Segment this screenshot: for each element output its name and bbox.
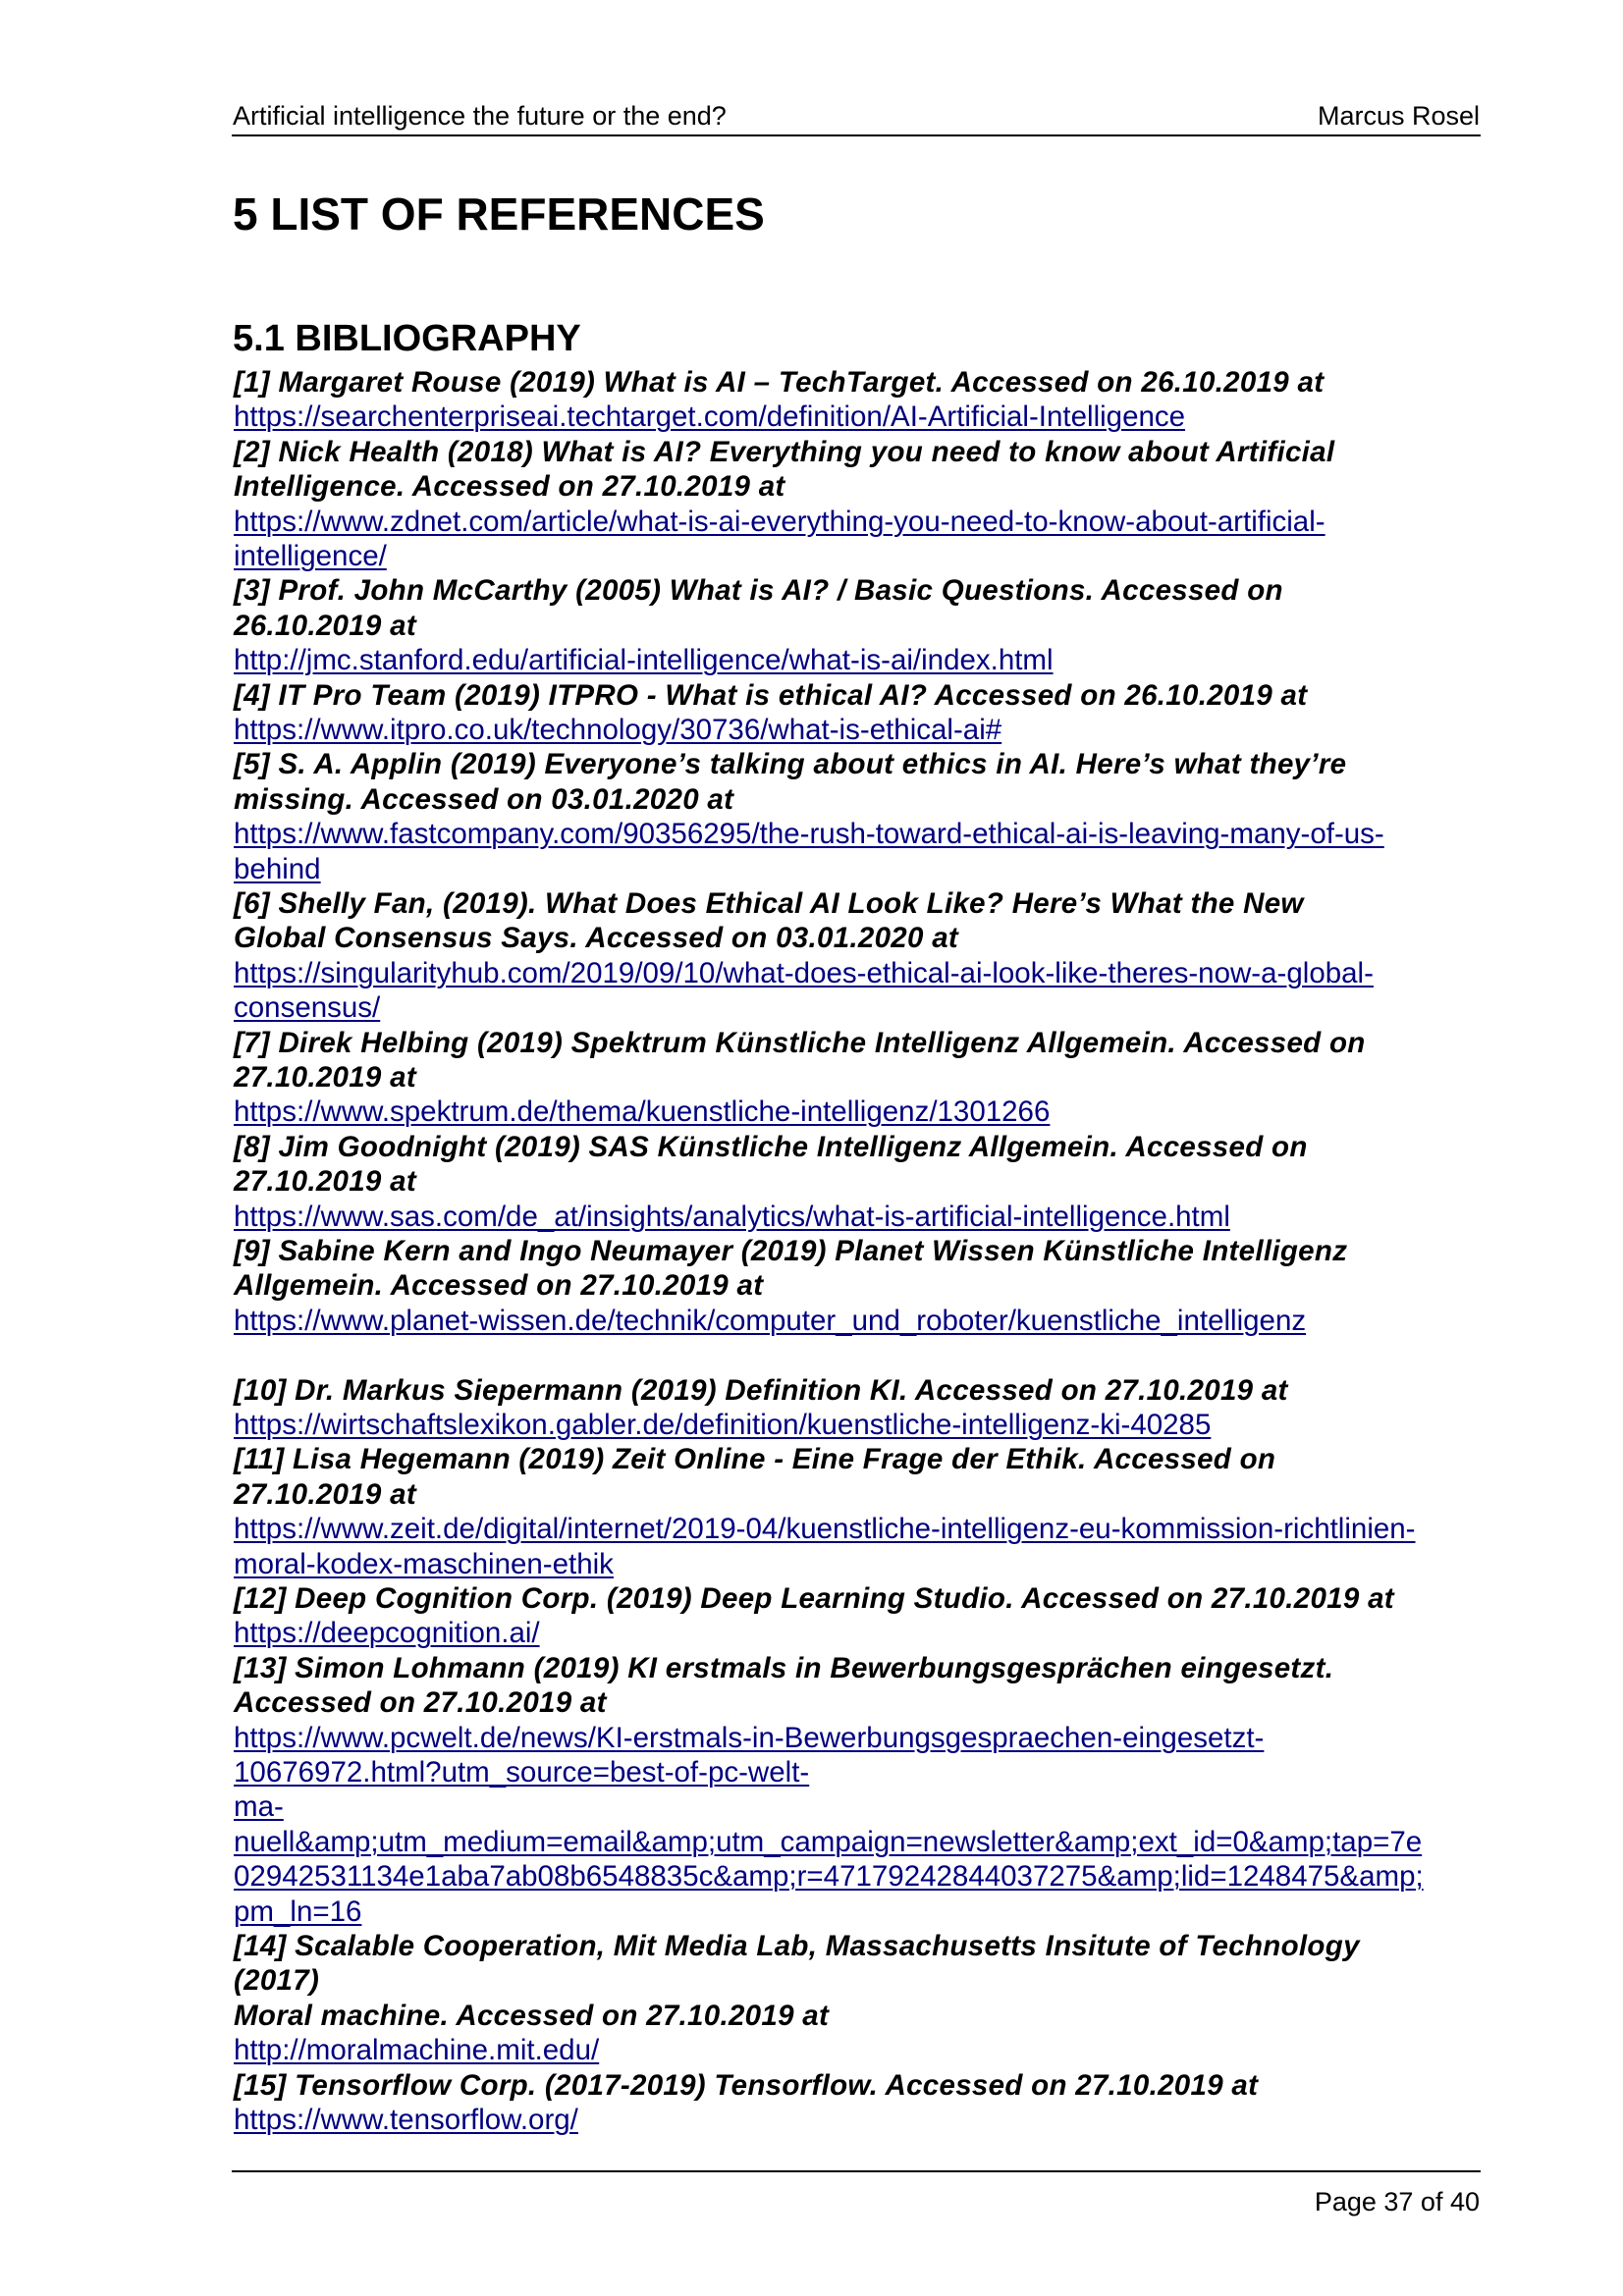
reference-link[interactable]: nuell&amp;utm_medium=email&amp;utm_campaign=newsletter&amp;ext_id=0&amp;tap=7e <box>234 1825 1423 1858</box>
reference-citation: [6] Shelly Fan, (2019). What Does Ethical AI Look Like? Here’s What the New <box>234 887 1304 920</box>
reference-link[interactable]: 02942531134e1aba7ab08b6548835c&amp;r=47179242844037275&amp;lid=1248475&amp; <box>234 1860 1424 1894</box>
reference-citation: [12] Deep Cognition Corp. (2019) Deep Learning Studio. Accessed on 27.10.2019 at <box>234 1582 1394 1615</box>
reference-citation: Accessed on 27.10.2019 at <box>234 1686 607 1720</box>
subsection-title: 5.1 BIBLIOGRAPHY <box>233 318 581 359</box>
reference-link[interactable]: https://www.itpro.co.uk/technology/30736/what-is-ethical-ai# <box>234 714 1002 746</box>
reference-citation: [5] S. A. Applin (2019) Everyone’s talking about ethics in AI. Here’s what they’re <box>234 748 1347 781</box>
reference-link[interactable]: http://moralmachine.mit.edu/ <box>234 2034 600 2067</box>
reference-citation: Moral machine. Accessed on 27.10.2019 at <box>234 1999 830 2032</box>
header-rule <box>232 134 1481 136</box>
reference-citation: Intelligence. Accessed on 27.10.2019 at <box>234 470 785 504</box>
reference-link[interactable]: https://deepcognition.ai/ <box>234 1617 540 1650</box>
reference-link[interactable]: https://wirtschaftslexikon.gabler.de/definition/kuenstliche-intelligenz-ki-40285 <box>234 1409 1212 1441</box>
reference-link[interactable]: pm_ln=16 <box>234 1895 362 1928</box>
reference-link[interactable]: consensus/ <box>234 991 381 1025</box>
reference-link[interactable]: https://www.tensorflow.org/ <box>234 2104 578 2136</box>
reference-link[interactable]: 10676972.html?utm_source=best-of-pc-welt- <box>234 1756 810 1789</box>
reference-link[interactable]: https://www.zdnet.com/article/what-is-ai-everything-you-need-to-know-about-artificial- <box>234 505 1325 538</box>
reference-link[interactable]: http://jmc.stanford.edu/artificial-intelligence/what-is-ai/index.html <box>234 644 1054 677</box>
reference-link[interactable]: https://searchenterpriseai.techtarget.com/definition/AI-Artificial-Intelligence <box>234 400 1186 434</box>
reference-citation: [7] Direk Helbing (2019) Spektrum Künstliche Intelligenz Allgemein. Accessed on <box>234 1026 1366 1059</box>
reference-citation: [2] Nick Health (2018) What is AI? Everything you need to know about Artificial <box>234 435 1335 468</box>
reference-citation: 27.10.2019 at <box>234 1477 416 1511</box>
reference-citation: [9] Sabine Kern and Ingo Neumayer (2019) Planet Wissen Künstliche Intelligenz <box>234 1235 1348 1267</box>
reference-citation: [11] Lisa Hegemann (2019) Zeit Online - Eine Frage der Ethik. Accessed on <box>234 1443 1276 1476</box>
footer-rule <box>232 2170 1481 2172</box>
reference-citation: [1] Margaret Rouse (2019) What is AI – TechTarget. Accessed on 26.10.2019 at <box>234 366 1325 399</box>
reference-link[interactable]: https://www.planet-wissen.de/technik/computer_und_roboter/kuenstliche_intelligenz <box>234 1304 1307 1337</box>
reference-link[interactable]: https://singularityhub.com/2019/09/10/what-does-ethical-ai-look-like-theres-now-a-global- <box>234 956 1374 989</box>
reference-citation: [10] Dr. Markus Siepermann (2019) Definition KI. Accessed on 27.10.2019 at <box>234 1373 1288 1407</box>
reference-citation: Allgemein. Accessed on 27.10.2019 at <box>234 1269 764 1303</box>
reference-link[interactable]: behind <box>234 852 321 885</box>
running-header-author: Marcus Rosel <box>1317 101 1480 131</box>
reference-citation: 26.10.2019 at <box>234 609 416 642</box>
reference-citation: (2017) <box>234 1964 320 1998</box>
reference-citation: [15] Tensorflow Corp. (2017-2019) Tensorflow. Accessed on 27.10.2019 at <box>234 2068 1259 2102</box>
reference-link[interactable]: https://www.fastcompany.com/90356295/the-rush-toward-ethical-ai-is-leaving-many-of-us- <box>234 818 1384 851</box>
reference-citation: [3] Prof. John McCarthy (2005) What is AI? / Basic Questions. Accessed on <box>234 574 1283 608</box>
reference-citation: [8] Jim Goodnight (2019) SAS Künstliche Intelligenz Allgemein. Accessed on <box>234 1130 1308 1163</box>
reference-citation: Global Consensus Says. Accessed on 03.01.2020 at <box>234 922 959 955</box>
page-number: Page 37 of 40 <box>1314 2187 1480 2216</box>
running-header-title: Artificial intelligence the future or the end? <box>233 101 727 131</box>
reference-link[interactable]: https://www.pcwelt.de/news/KI-erstmals-in-Bewerbungsgespraechen-eingesetzt- <box>234 1721 1265 1754</box>
reference-link[interactable]: https://www.sas.com/de_at/insights/analytics/what-is-artificial-intelligence.html <box>234 1200 1230 1233</box>
reference-link[interactable]: intelligence/ <box>234 540 387 572</box>
reference-citation: 27.10.2019 at <box>234 1165 416 1199</box>
reference-citation: [4] IT Pro Team (2019) ITPRO - What is ethical AI? Accessed on 26.10.2019 at <box>234 678 1308 712</box>
reference-link[interactable]: moral-kodex-maschinen-ethik <box>234 1547 614 1580</box>
reference-link[interactable]: https://www.spektrum.de/thema/kuenstliche-intelligenz/1301266 <box>234 1095 1051 1129</box>
reference-citation: [13] Simon Lohmann (2019) KI erstmals in Bewerbungsgesprächen eingesetzt. <box>234 1651 1334 1684</box>
reference-citation: missing. Accessed on 03.01.2020 at <box>234 782 734 816</box>
reference-link[interactable]: ma- <box>234 1790 284 1824</box>
reference-citation: [14] Scalable Cooperation, Mit Media Lab, Massachusetts Insitute of Technology <box>234 1930 1360 1962</box>
section-title: 5 LIST OF REFERENCES <box>233 188 765 240</box>
reference-citation: 27.10.2019 at <box>234 1061 416 1094</box>
reference-link[interactable]: https://www.zeit.de/digital/internet/2019-04/kuenstliche-intelligenz-eu-kommission-richtlinien- <box>234 1513 1416 1546</box>
